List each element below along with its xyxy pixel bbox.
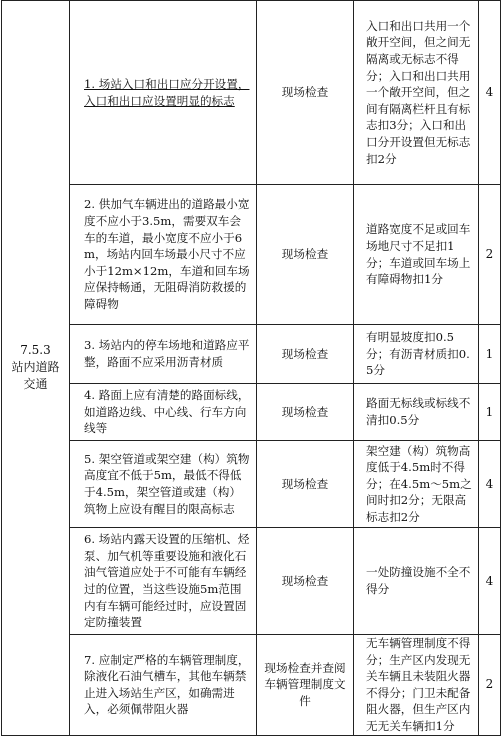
score-cell: 2 — [479, 185, 501, 325]
requirement-cell: 6. 场站内露天设置的压缩机、烃泵、加气机等重要设施和液化石油气管道应处于不可能有车辆经过的位置，当这些设施5m范围内有车辆可能经过时，应设置固定防撞装置 — [70, 528, 257, 635]
section-name: 站内道路交通 — [11, 360, 60, 392]
table-row — [2, 441, 501, 528]
table-row — [2, 325, 501, 384]
criteria-cell: 架空建（构）筑物高度低于4.5m时不得分；在4.5m～5m之间时扣2分；无限高标志扣2分 — [354, 441, 479, 528]
requirement-cell: 1. 场站入口和出口应分开设置，入口和出口应设置明显的标志 — [70, 1, 257, 185]
requirement-cell: 7. 应制定严格的车辆管理制度，除液化石油气槽车，其他车辆禁止进入场站生产区，如确需进入，必须佩带阻火器 — [70, 635, 257, 736]
method-cell: 现场检查 — [257, 1, 354, 185]
section-code: 7.5.3 — [20, 343, 51, 358]
method-cell: 现场检查 — [257, 384, 354, 441]
criteria-cell: 路面无标线或标线不清扣0.5分 — [354, 384, 479, 441]
table-row — [2, 185, 501, 325]
requirement-cell: 5. 架空管道或架空建（构）筑物高度宜不低于5m，最低不得低于4.5m，架空管道或建（构）筑物上应设有醒目的限高标志 — [70, 441, 257, 528]
table-row — [2, 1, 501, 185]
section-cell — [2, 1, 70, 736]
method-cell: 现场检查并查阅车辆管理制度文件 — [257, 635, 354, 736]
method-cell: 现场检查 — [257, 528, 354, 635]
requirement-cell: 4. 路面上应有清楚的路面标线，如道路边线、中心线、行车方向线等 — [70, 384, 257, 441]
inspection-table — [1, 0, 501, 736]
score-cell: 2 — [479, 635, 501, 736]
table-row — [2, 384, 501, 441]
criteria-cell: 入口和出口共用一个敞开空间，但之间无隔离或无标志不得分；入口和出口共用一个敞开空间，但之间有隔离栏杆且有标志扣3分；入口和出口分开设置但无标志扣2分 — [354, 1, 479, 185]
score-cell: 1 — [479, 325, 501, 384]
table-row — [2, 528, 501, 635]
requirement-cell: 2. 供加气车辆进出的道路最小宽度不应小于3.5m，需要双车会车的车道，最小宽度不应小于6m，场站内回车场最小尺寸不应小于12m×12m，车道和回车场应保持畅通，无阻碍消防救援的障碍物 — [70, 185, 257, 325]
criteria-cell: 道路宽度不足或回车场地尺寸不足扣1分；车道或回车场上有障碍物扣1分 — [354, 185, 479, 325]
method-cell: 现场检查 — [257, 441, 354, 528]
requirement-cell: 3. 场站内的停车场地和道路应平整，路面不应采用沥青材质 — [70, 325, 257, 384]
method-cell: 现场检查 — [257, 325, 354, 384]
score-cell: 4 — [479, 528, 501, 635]
criteria-cell: 一处防撞设施不全不得分 — [354, 528, 479, 635]
criteria-cell: 有明显坡度扣0.5分；有沥青材质扣0.5分 — [354, 325, 479, 384]
score-cell: 4 — [479, 441, 501, 528]
score-cell: 1 — [479, 384, 501, 441]
score-cell: 4 — [479, 1, 501, 185]
table-row — [2, 635, 501, 736]
method-cell: 现场检查 — [257, 185, 354, 325]
criteria-cell: 无车辆管理制度不得分；生产区内发现无关车辆且未装阻火器不得分；门卫未配备阻火器，但生产区内无无关车辆扣1分 — [354, 635, 479, 736]
